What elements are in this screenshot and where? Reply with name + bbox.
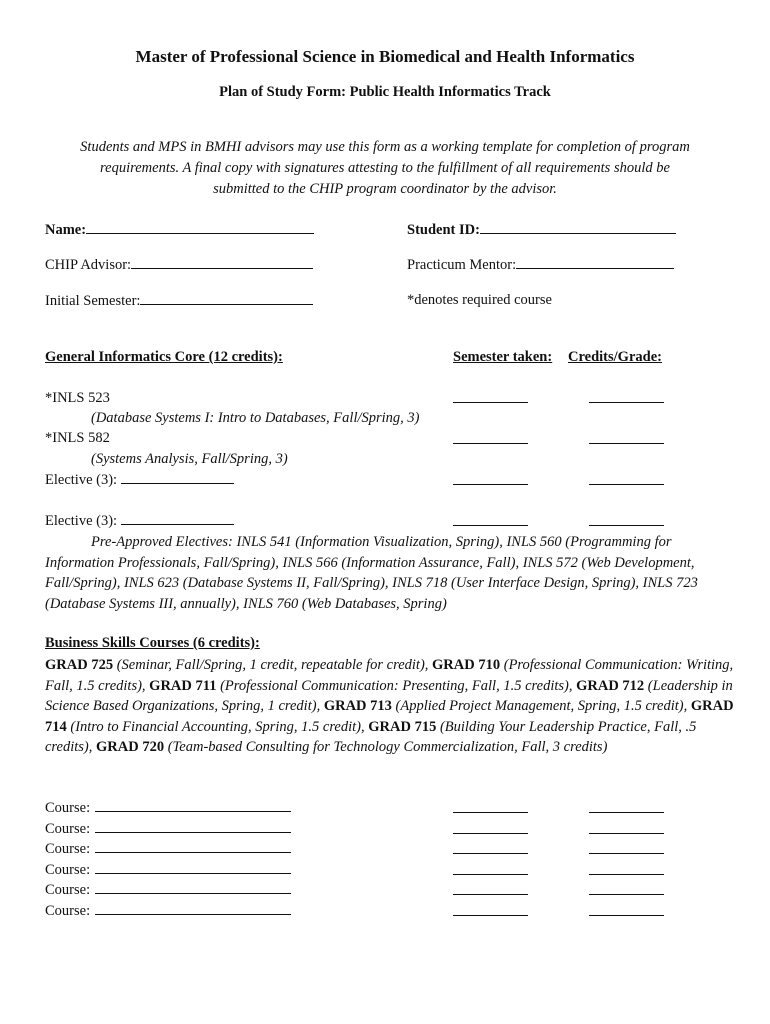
course-line [95,861,291,874]
course-line [95,840,291,853]
grad-712-code: GRAD 712 [576,677,645,694]
course-row[interactable] [45,840,291,858]
initial-semester-line [140,292,313,305]
preapproved-electives: Pre-Approved Electives: INLS 541 (Information Visualization, Spring), INLS 560 (Programming for Information Professionals, Fall/Spring), INLS 566 (Information Assurance, Fall), INLS 572 (Web Development, Fall/Spring), INLS 623 (Database Systems II, Fall/Spring), INLS 718 (User Interface Design, Spring), INLS 723 (Database Systems III, annually), INLS 760 (Web Databases, Spring) [45,534,698,612]
grad-720-desc: (Team-based Consulting for Technology Commercialization, Fall, 3 credits) [164,739,608,755]
grad-714-code: GRAD 714 [45,698,734,735]
course-label: Course: [45,862,91,878]
initial-semester-label: Initial Semester: [45,293,141,309]
credits-blank[interactable] [589,812,664,813]
course-inls523-desc: (Database Systems I: Intro to Databases, Fall/Spring, 3) [91,410,420,426]
course-label: Course: [45,821,91,837]
practicum-mentor-line [516,256,674,269]
elective-1-field[interactable] [45,471,234,489]
credits-blank[interactable] [589,443,664,444]
chip-advisor-field[interactable] [45,256,313,274]
course-inls523: *INLS 523 [45,390,110,406]
name-label: Name: [45,222,87,238]
credits-blank[interactable] [589,525,664,526]
course-inls582: *INLS 582 [45,430,110,446]
course-line [95,799,291,812]
semester-blank[interactable] [453,833,528,834]
course-row[interactable] [45,820,291,838]
elective-2-label: Elective (3): [45,513,118,529]
grad-725-code: GRAD 725 [45,657,114,673]
credits-blank[interactable] [589,833,664,834]
practicum-mentor-label: Practicum Mentor: [407,257,517,273]
grad-712-desc: (Leadership in Science Based Organizations, Spring, 1 credit), [45,677,733,714]
credits-blank[interactable] [589,915,664,916]
elective-1-line [121,471,234,484]
required-note: *denotes required course [407,292,552,308]
semester-blank[interactable] [453,525,528,526]
semester-blank[interactable] [453,484,528,485]
grad-711-desc: (Professional Communication: Presenting, Fall, 1.5 credits), [216,677,577,694]
form-subtitle: Plan of Study Form: Public Health Informatics Track [219,84,551,100]
semester-blank[interactable] [453,443,528,444]
credits-blank[interactable] [589,484,664,485]
business-courses-list [45,655,735,758]
elective-2-line [121,512,234,525]
core-heading: General Informatics Core (12 credits): [45,349,283,365]
initial-semester-field[interactable] [45,292,313,310]
semester-blank[interactable] [453,812,528,813]
student-id-label: Student ID: [407,222,480,238]
business-heading: Business Skills Courses (6 credits): [45,635,260,651]
course-row[interactable] [45,861,291,879]
semester-blank[interactable] [453,402,528,403]
grad-713-desc: (Applied Project Management, Spring, 1.5 credit), [391,698,691,714]
credits-blank[interactable] [589,894,664,895]
credits-blank[interactable] [589,874,664,875]
form-title: Master of Professional Science in Biomedical and Health Informatics [135,47,635,66]
semester-blank[interactable] [453,853,528,854]
credits-blank[interactable] [589,853,664,854]
grad-715-desc: (Building Your Leadership Practice, Fall, .5 credits), [45,718,697,755]
grad-710-desc: (Professional Communication: Writing, Fall, 1.5 credits), [45,657,734,694]
course-line [95,902,291,915]
course-line [95,820,291,833]
practicum-mentor-field[interactable] [407,256,674,274]
semester-blank[interactable] [453,915,528,916]
col-semester-heading: Semester taken: [453,349,553,365]
grad-720-code: GRAD 720 [96,739,165,755]
col-credits-heading: Credits/Grade: [568,349,662,365]
course-label: Course: [45,882,91,898]
grad-710-code: GRAD 710 [432,657,501,673]
grad-714-desc: (Intro to Financial Accounting, Spring, 1.5 credit), [66,718,369,735]
course-line [95,881,291,894]
course-inls582-desc: (Systems Analysis, Fall/Spring, 3) [91,451,288,467]
grad-711-code: GRAD 711 [149,677,217,694]
semester-blank[interactable] [453,894,528,895]
course-label: Course: [45,800,91,816]
credits-blank[interactable] [589,402,664,403]
grad-725-desc: (Seminar, Fall/Spring, 1 credit, repeatable for credit), [113,657,433,673]
course-label: Course: [45,841,91,857]
student-id-field[interactable] [407,221,676,239]
elective-2-field[interactable] [45,512,234,530]
student-id-line [480,221,676,234]
course-label: Course: [45,903,91,919]
chip-advisor-label: CHIP Advisor: [45,257,132,273]
course-row[interactable] [45,902,291,920]
grad-715-code: GRAD 715 [368,718,437,735]
intro-text: Students and MPS in BMHI advisors may use this form as a working template for completion of program requirements. A final copy with signatures attesting to the fulfillment of all requirements should be submitted to the CHIP program coordinator by the advisor. [80,139,690,197]
name-line [86,221,314,234]
elective-1-label: Elective (3): [45,472,118,488]
semester-blank[interactable] [453,874,528,875]
course-row[interactable] [45,881,291,899]
grad-713-code: GRAD 713 [323,698,392,714]
name-field[interactable] [45,221,314,239]
chip-advisor-line [131,256,313,269]
course-row[interactable] [45,799,291,817]
